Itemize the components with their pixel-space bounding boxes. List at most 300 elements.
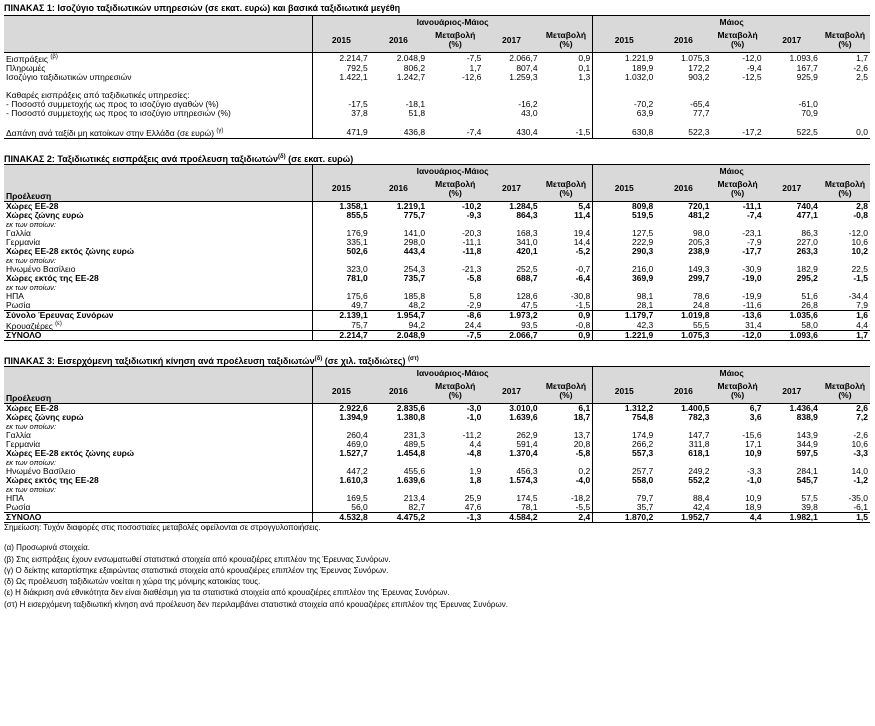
table3-cell: 2.922,6	[312, 404, 369, 414]
table2-cell: 735,7	[403, 273, 426, 283]
footnote-item: (στ) Η εισερχόμενη ταξιδιωτική κίνηση ανά προέλευση δεν περιλαμβάνει στατιστικά στοιχεία από κρουαζιέρες επιπλέον της Έρευνας Συνόρων.	[4, 599, 508, 609]
table1-cell	[764, 82, 820, 91]
table2-row-13	[4, 320, 870, 331]
table2-cell	[483, 283, 539, 292]
table1-header-columns	[4, 28, 870, 53]
table2-cell	[427, 283, 483, 292]
table2-cell: 864,3	[516, 210, 538, 220]
table2-row-label	[4, 247, 312, 256]
table3-cell: 56,0	[351, 503, 368, 513]
table1-cell: -12,6	[461, 72, 482, 82]
table3-cell: 262,9	[516, 431, 538, 441]
table2-cell: 420,1	[516, 246, 538, 256]
table2-col-8: 2017	[764, 177, 820, 202]
table3-cell: 557,3	[631, 449, 654, 459]
table2-cell: 31,4	[745, 319, 762, 330]
table2-cell: 335,1	[346, 237, 368, 247]
table2-cell: 5,4	[540, 201, 593, 211]
table3-cell	[540, 485, 593, 494]
table2-row-label-text: Ρωσία	[6, 300, 31, 310]
table2-row-2	[4, 220, 870, 229]
table2-cell: 149,3	[688, 264, 710, 274]
table3-cell: 1.527,7	[339, 449, 368, 459]
table3-row-label-text: Χώρες ΕΕ-28 εκτός ζώνης ευρώ	[6, 449, 135, 459]
table1-cell: 0,0	[820, 127, 870, 138]
table3-row-1	[4, 413, 870, 422]
table3-row-9	[4, 485, 870, 494]
table2-cell	[764, 256, 820, 265]
table1-cell: -9,4	[746, 63, 762, 73]
table1-row-5	[4, 100, 870, 109]
table2-row-label-text: Κρουαζιέρες	[6, 320, 53, 331]
table3-cell	[712, 422, 764, 431]
table2-cell	[540, 220, 593, 229]
table3-row-label-text: ΣΥΝΟΛΟ	[6, 512, 42, 523]
table2-row-7	[4, 265, 870, 274]
table1-cell: -17,5	[348, 99, 368, 109]
table1-row-label	[4, 127, 312, 138]
table3-row-label-text: Χώρες ΕΕ-28	[6, 403, 59, 414]
table1-cell: 807,4	[516, 63, 538, 73]
table2-cell: -19,0	[742, 273, 762, 283]
table3-cell: 447,2	[346, 467, 368, 477]
table2-row-label-text: εκ των οποίων:	[6, 255, 56, 265]
table2-row-label-sup: (ε)	[55, 320, 62, 327]
table3-col-6: 2016	[655, 379, 711, 404]
table2-cell: 519,5	[631, 210, 654, 220]
table3-cell: 1,9	[469, 467, 482, 477]
table3-cell: 1.312,2	[593, 404, 656, 414]
table3-cell: 10,9	[745, 494, 762, 504]
table3-cell: 4.475,2	[370, 513, 427, 523]
table3-col-7: Μεταβολή (%)	[712, 379, 764, 404]
table3-cell: -2,6	[853, 431, 868, 441]
table3-cell: 39,8	[801, 503, 818, 513]
table2	[4, 164, 870, 342]
table1-cell: -12,0	[742, 52, 762, 63]
table2-cell: -1,5	[853, 273, 868, 283]
table2-cell: 55,5	[692, 319, 710, 330]
table2-cell	[312, 283, 369, 292]
table3-cell: -11,2	[462, 431, 482, 441]
table2-cell	[655, 256, 711, 265]
table2-cell: 10,2	[851, 246, 868, 256]
table2-row-11	[4, 301, 870, 311]
table3-cell: 552,2	[688, 476, 710, 486]
table3-cell: 344,9	[796, 440, 818, 450]
table3-cell: 174,9	[631, 431, 654, 441]
table2-col-0: 2015	[312, 177, 369, 202]
table1-cell	[764, 118, 820, 127]
table1-cell: -2,6	[853, 63, 868, 73]
table2-cell	[540, 256, 593, 265]
table1-cell: 1,7	[469, 63, 482, 73]
table2-period-may: Μάιος	[593, 164, 870, 177]
table3-cell: 4.584,2	[483, 513, 539, 523]
table1-cell: 1.075,3	[681, 52, 710, 63]
table1-col-9: Μεταβολή (%)	[820, 28, 870, 53]
table2-cell: 5,8	[469, 291, 482, 301]
table1-cell: 1.032,0	[624, 72, 654, 82]
table3-col-3: 2017	[483, 379, 539, 404]
table3-cell	[712, 458, 764, 467]
table3-row-3	[4, 431, 870, 440]
table2-cell: 252,5	[516, 264, 538, 274]
table2-row-1	[4, 211, 870, 220]
table2-cell: -0,8	[540, 320, 593, 331]
table2-cell: 75,7	[351, 319, 368, 330]
table3-cell: 4,4	[712, 513, 764, 523]
table3-cell: 78,1	[521, 503, 538, 513]
table1-cell	[427, 82, 483, 91]
table1-cell: 903,2	[688, 72, 710, 82]
table1-origin-header	[4, 28, 312, 53]
table3-row-label	[4, 458, 312, 467]
table1-row-label-sup: (β)	[50, 54, 58, 60]
table2-cell: 855,5	[346, 210, 368, 220]
table2-cell: 2.048,9	[370, 331, 427, 341]
table3-cell: 597,5	[796, 449, 818, 459]
table3-cell: 260,4	[346, 431, 368, 441]
table3-cell: 2,6	[820, 404, 870, 414]
table2-cell	[764, 220, 820, 229]
table2-row-label	[4, 292, 312, 301]
table3-cell	[540, 458, 593, 467]
table3-row-label	[4, 513, 312, 523]
table2-row-label-text: Χώρες εκτός της ΕΕ-28	[6, 273, 99, 283]
table2-cell: 175,6	[346, 291, 368, 301]
table2-cell: 443,4	[403, 246, 426, 256]
table1-row-label	[4, 82, 312, 91]
table2-cell: -12,0	[712, 331, 764, 341]
table3-cell: -1,3	[427, 513, 483, 523]
table3-cell	[820, 458, 870, 467]
table1-col-2: Μεταβολή (%)	[427, 28, 483, 53]
table1-cell	[483, 82, 539, 91]
table3-cell: 311,8	[688, 440, 710, 450]
table2-cell: 290,3	[631, 246, 654, 256]
table2-row-label-text: Χώρες ΕΕ-28	[6, 201, 59, 211]
table2-cell: 299,7	[688, 273, 710, 283]
table2-cell: 477,1	[796, 210, 818, 220]
table3-cell: 455,6	[403, 467, 426, 477]
table2-cell: -11,6	[742, 300, 762, 310]
table2-cell	[370, 283, 427, 292]
table2-row-label	[4, 320, 312, 331]
table1-cell: 0,1	[540, 64, 593, 73]
table3-cell: 25,9	[464, 494, 482, 504]
table1-cell: 70,9	[801, 108, 818, 118]
table3-row-8	[4, 476, 870, 485]
table3-cell: 82,7	[408, 503, 426, 513]
table1-row-1	[4, 64, 870, 73]
table3-cell: 213,4	[403, 494, 426, 504]
table3-col-1: 2016	[370, 379, 427, 404]
table2-cell: 182,9	[796, 264, 818, 274]
table2-row-label	[4, 211, 312, 220]
table1-cell: 2.048,9	[396, 52, 426, 63]
table2-cell: 809,8	[593, 201, 656, 211]
table2-col-7: Μεταβολή (%)	[712, 177, 764, 202]
table1-cell: 167,7	[796, 63, 818, 73]
table1-cell	[483, 118, 539, 127]
table1-cell	[655, 91, 711, 100]
table1-row-label-text: Εισπράξεις	[6, 53, 48, 64]
table3-cell: 57,5	[801, 494, 818, 504]
table2-row-label-text: Χώρες ζώνης ευρώ	[6, 210, 84, 220]
table2-cell: -34,4	[848, 291, 868, 301]
table1-cell: 189,9	[631, 63, 654, 73]
table2-origin-header: Προέλευση	[4, 177, 312, 202]
table2-cell	[540, 283, 593, 292]
table3-cell: -4,8	[466, 449, 482, 459]
table3-cell: 2.835,6	[370, 404, 427, 414]
table1-cell	[655, 118, 711, 127]
table3-cell: 10,6	[851, 440, 868, 450]
table3-row-label	[4, 422, 312, 431]
table2-cell: 688,7	[516, 273, 538, 283]
table3-cell	[820, 422, 870, 431]
table1-cell: 430,4	[483, 127, 539, 138]
table2-cell	[820, 283, 870, 292]
table1	[4, 15, 870, 139]
table3-cell	[427, 422, 483, 431]
table2-row-label-text: Γερμανία	[6, 237, 41, 247]
table3-cell	[655, 458, 711, 467]
table1-cell	[540, 118, 593, 127]
table1-cell: 43,0	[521, 108, 538, 118]
table2-cell: 98,0	[692, 228, 710, 238]
table3-cell	[593, 485, 656, 494]
table3-cell: 1.380,8	[396, 413, 426, 423]
table2-col-4: Μεταβολή (%)	[540, 177, 593, 202]
table2-cell: 1.954,7	[370, 310, 427, 320]
table1-cell: 522,5	[764, 127, 820, 138]
table2-cell: 93,5	[521, 319, 538, 330]
table2-row-label	[4, 220, 312, 229]
table1-cell: 1.093,6	[789, 52, 818, 63]
table2-row-12	[4, 310, 870, 320]
table2-cell: 254,3	[403, 264, 426, 274]
table3-row-2	[4, 422, 870, 431]
table2-cell: 205,3	[688, 237, 710, 247]
footnote-item: (α) Προσωρινά στοιχεία.	[4, 543, 90, 553]
table1-cell	[370, 91, 427, 100]
table3-cell	[312, 485, 369, 494]
table2-header-periods	[4, 164, 870, 177]
table3-row-label	[4, 485, 312, 494]
table2-row-label-text: Γαλλία	[6, 228, 31, 238]
table3-cell	[655, 485, 711, 494]
table2-cell: 222,9	[631, 237, 654, 247]
table3-row-4	[4, 440, 870, 449]
table2-cell: 1.035,6	[764, 310, 820, 320]
table3-cell: 2,4	[540, 513, 593, 523]
table2-row-label	[4, 274, 312, 283]
table1-row-0	[4, 53, 870, 64]
table1-cell: 1.259,3	[509, 72, 538, 82]
table1-row-label	[4, 109, 312, 118]
table2-cell: 94,2	[408, 319, 426, 330]
table3-cell	[312, 422, 369, 431]
table3-row-label	[4, 503, 312, 513]
table3-cell	[764, 422, 820, 431]
table3-cell: 284,1	[796, 467, 818, 477]
table1-cell: 51,8	[408, 108, 426, 118]
table3-cell: 1.454,8	[396, 449, 426, 459]
table3-cell	[764, 458, 820, 467]
table3-col-9: Μεταβολή (%)	[820, 379, 870, 404]
table2-cell	[655, 220, 711, 229]
table3-row-label-text: Χώρες ζώνης ευρώ	[6, 413, 84, 423]
table1-cell	[540, 82, 593, 91]
table2-cell: -11,8	[462, 246, 482, 256]
table1-row-label	[4, 64, 312, 73]
table3-col-4: Μεταβολή (%)	[540, 379, 593, 404]
table2-cell	[593, 220, 656, 229]
table3-row-label	[4, 413, 312, 422]
table2-cell: 295,2	[796, 273, 818, 283]
table1-col-8: 2017	[764, 28, 820, 53]
table3-row-label-text: εκ των οποίων:	[6, 458, 56, 468]
table3-header-blank	[4, 367, 312, 380]
table3-cell: 1.610,3	[339, 476, 368, 486]
table3-cell: 489,5	[403, 440, 426, 450]
table2-cell: 0,9	[540, 310, 593, 320]
table2-cell: 1.093,6	[764, 331, 820, 341]
table3-col-0: 2015	[312, 379, 369, 404]
footnote-item: (δ) Ως προέλευση ταξιδιωτών νοείται η χώρα της μόνιμης κατοικίας τους.	[4, 577, 261, 587]
table2-cell: 1.358,1	[312, 201, 369, 211]
table1-cell: -7,5	[466, 52, 482, 63]
table3-cell: 1.639,6	[396, 476, 426, 486]
table1-cell: 1,3	[540, 73, 593, 82]
table2-cell: 1.221,9	[593, 331, 656, 341]
table1-cell: 0,9	[540, 53, 593, 64]
table1-cell	[427, 109, 483, 118]
table3-cell: 6,7	[712, 404, 764, 414]
table3-cell	[540, 422, 593, 431]
table1-cell	[712, 109, 764, 118]
table3-cell: -3,0	[427, 404, 483, 414]
table2-cell	[483, 256, 539, 265]
table2-cell: 1.075,3	[655, 331, 711, 341]
table3-row-5	[4, 449, 870, 458]
table1-cell: -70,2	[633, 99, 654, 109]
table1-cell	[820, 91, 870, 100]
table2-cell: 14,4	[540, 238, 593, 247]
table3-row-10	[4, 494, 870, 503]
table2-cell: 26,8	[801, 300, 818, 310]
table2-cell: 10,6	[851, 237, 868, 247]
table3-note: Σημείωση: Τυχόν διαφορές στις ποσοστιαίες μεταβολές οφείλονται σε στρογγυλοποιήσεις.	[4, 523, 321, 533]
table1-cell: -65,4	[690, 99, 710, 109]
table3-cell	[593, 458, 656, 467]
table2-row-10	[4, 292, 870, 301]
table2-cell: 48,2	[408, 300, 426, 310]
table3-cell: 591,4	[516, 440, 538, 450]
table2-cell: 22,5	[851, 264, 868, 274]
table1-cell: 1.422,1	[339, 72, 368, 82]
table3-cell: -3,3	[853, 449, 868, 459]
table2-row-8	[4, 274, 870, 283]
table2-header-columns	[4, 177, 870, 202]
table3-row-label	[4, 494, 312, 503]
table1-cell: -12,5	[742, 72, 762, 82]
table1-cell	[312, 118, 369, 127]
table2-cell: 341,0	[516, 237, 538, 247]
table1-title: ΠΙΝΑΚΑΣ 1: Ισοζύγιο ταξιδιωτικών υπηρεσιών (σε εκατ. ευρώ) και βασικά ταξιδιωτικά μεγέθη	[4, 3, 401, 13]
table1-cell: 1.221,9	[624, 52, 654, 63]
table2-row-label	[4, 238, 312, 247]
table2-cell: -2,9	[466, 300, 482, 310]
table3-row-0	[4, 404, 870, 414]
table3-cell: 1.982,1	[764, 513, 820, 523]
table2-cell: 4,4	[856, 319, 868, 330]
table3-cell	[483, 458, 539, 467]
table2-cell: 86,3	[801, 228, 818, 238]
table3-cell: 88,4	[692, 494, 710, 504]
table2-cell: 0,9	[540, 331, 593, 341]
footnote-item: (ε) Η διάκριση ανά εθνικότητα δεν είναι διαθέσιμη για τα στατιστικά στοιχεία από κρουαζιέρες επιπλέον της Έρευνας Συνόρων.	[4, 588, 450, 598]
table2-cell: -13,6	[712, 310, 764, 320]
table1-row-label	[4, 53, 312, 64]
table3-row-label-text: Γαλλία	[6, 431, 31, 441]
table1-cell: -17,2	[712, 127, 764, 138]
table1-row-label	[4, 91, 312, 100]
table3-row-label	[4, 431, 312, 440]
table3-cell: 545,7	[796, 476, 818, 486]
table1-cell: -18,1	[405, 99, 426, 109]
table2-cell: 1,6	[820, 310, 870, 320]
table3-cell: 782,3	[688, 413, 710, 423]
table2-cell: 1.179,7	[593, 310, 656, 320]
table3-row-label	[4, 449, 312, 458]
table3-cell: 1,8	[469, 476, 482, 486]
table2-row-label-text: εκ των οποίων:	[6, 282, 56, 292]
table3-cell: 3.010,0	[483, 404, 539, 414]
table2-cell: 24,8	[692, 300, 710, 310]
table3-origin-header: Προέλευση	[4, 379, 312, 404]
table3-cell: 10,9	[745, 449, 762, 459]
table2-row-0	[4, 201, 870, 211]
table2-cell: -8,6	[427, 310, 483, 320]
table2-cell: 2,8	[820, 201, 870, 211]
table2-cell: 42,3	[636, 319, 654, 330]
table2-cell: 502,6	[346, 246, 368, 256]
table1-cell	[712, 91, 764, 100]
table1-cell	[820, 118, 870, 127]
table3-cell: 4,4	[469, 440, 482, 450]
table3-cell: 169,5	[346, 494, 368, 504]
table1-row-label	[4, 73, 312, 82]
table3-row-11	[4, 503, 870, 513]
table2-cell: -23,1	[742, 228, 762, 238]
table3-period-may: Μάιος	[593, 367, 870, 380]
table2-row-label	[4, 265, 312, 274]
table1-cell: 1.242,7	[396, 72, 426, 82]
table2-cell: 369,9	[631, 273, 654, 283]
table2-cell	[427, 256, 483, 265]
table3-cell	[427, 485, 483, 494]
table1-cell	[593, 91, 656, 100]
table3-cell: 1.574,3	[509, 476, 538, 486]
table1-col-1: 2016	[370, 28, 427, 53]
table3-cell: 6,1	[540, 404, 593, 414]
table2-row-label	[4, 229, 312, 238]
table1-cell: 2,5	[856, 72, 868, 82]
table2-cell: 2.139,1	[312, 310, 369, 320]
